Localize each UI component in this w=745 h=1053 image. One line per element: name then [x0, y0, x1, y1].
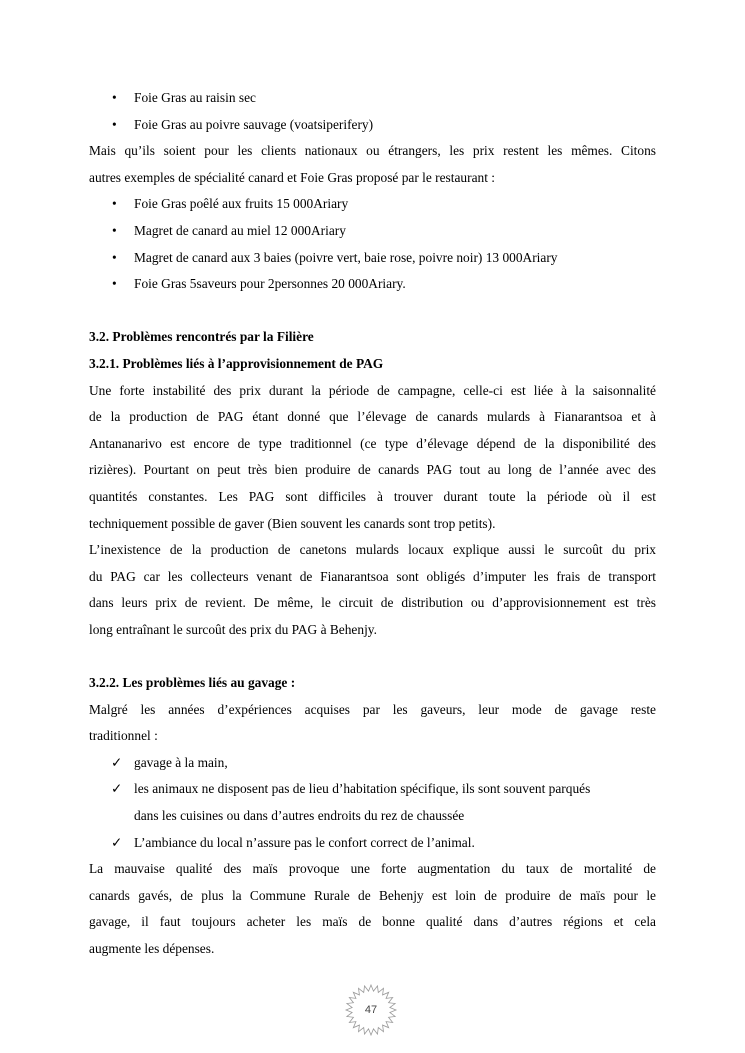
paragraph-line: traditionnel :: [89, 728, 158, 744]
bullet-dot-icon: •: [112, 249, 117, 265]
list-item-continuation: dans les cuisines ou dans d’autres endroits du rez de chaussée: [134, 808, 465, 824]
list-item: • Foie Gras poêlé aux fruits 15 000Ariary: [89, 191, 656, 218]
paragraph-line: augmente les dépenses.: [89, 941, 215, 956]
paragraph-line: La mauvaise qualité des maïs provoque une forte augmentation du taux de mortalité de: [89, 861, 656, 877]
paragraph-line: dans leurs prix de revient. De même, le circuit de distribution ou d’approvisionnement est très: [89, 595, 656, 611]
paragraph-line: quantités constantes. Les PAG sont difficiles à trouver durant toute la période où il est: [89, 488, 656, 504]
subsection-heading: 3.2.1. Problèmes liés à l’approvisionnement de PAG: [89, 355, 384, 371]
list-item: ✓ les animaux ne disposent pas de lieu d’habitation spécifique, ils sont souvent parqués: [89, 776, 656, 803]
list-item: ✓ L’ambiance du local n’assure pas le confort correct de l’animal.: [89, 830, 656, 857]
paragraph-line: rizières). Pourtant on peut très bien produire de canards PAG tout au long de l’année avec des: [89, 462, 656, 478]
paragraph-line: Mais qu’ils soient pour les clients nationaux ou étrangers, les prix restent les mêmes. Citons: [89, 143, 656, 159]
checkmark-icon: ✓: [111, 754, 123, 770]
list-item: • Foie Gras au poivre sauvage (voatsiperifery): [89, 112, 656, 139]
paragraph-line: Une forte instabilité des prix durant la période de campagne, celle-ci est liée à la saisonnalité: [89, 382, 656, 398]
paragraph-line: long entraînant le surcoût des prix du PAG à Behenjy.: [89, 621, 377, 637]
list-item: • Foie Gras 5saveurs pour 2personnes 20 000Ariary.: [89, 271, 656, 298]
bullet-dot-icon: •: [112, 276, 117, 292]
subsection-heading: 3.2.2. Les problèmes liés au gavage :: [89, 675, 296, 691]
list-item: • Magret de canard au miel 12 000Ariary: [89, 218, 656, 245]
checkmark-icon: ✓: [111, 834, 123, 850]
document-page: [89, 85, 656, 963]
bullet-dot-icon: •: [112, 196, 117, 212]
paragraph-line: de la production de PAG étant donné que l’élevage de canards mulards à Fianarantsoa et à: [89, 409, 656, 425]
paragraph-line: techniquement possible de gaver (Bien souvent les canards sont trop petits).: [89, 515, 496, 531]
page-number-badge: [342, 983, 400, 1041]
checkmark-icon: ✓: [111, 781, 123, 797]
page-number: 47: [364, 1004, 378, 1016]
paragraph-line: Antananarivo est encore de type traditionnel (ce type d’élevage dépend de la disponibilité des: [89, 435, 656, 451]
paragraph-line: autres exemples de spécialité canard et Foie Gras proposé par le restaurant :: [89, 169, 496, 185]
paragraph-line: du PAG car les collecteurs venant de Fianarantsoa sont obligés d’imputer les frais de transport: [89, 568, 656, 584]
section-heading: 3.2. Problèmes rencontrés par la Filière: [89, 329, 314, 345]
bullet-dot-icon: •: [112, 222, 117, 238]
bullet-dot-icon: •: [112, 116, 117, 132]
paragraph-line: L’inexistence de la production de canetons mulards locaux explique aussi le surcoût du prix: [89, 542, 656, 558]
list-item: • Foie Gras au raisin sec: [89, 85, 656, 112]
paragraph-line: gavage, il faut toujours acheter les maïs de bonne qualité dans d’autres régions et cela: [89, 914, 656, 930]
bullet-dot-icon: •: [112, 90, 117, 105]
list-item: ✓ gavage à la main,: [89, 750, 656, 777]
paragraph-line: canards gavés, de plus la Commune Rurale de Behenjy est loin de produire de maïs pour le: [89, 887, 656, 903]
paragraph-line: Malgré les années d’expériences acquises par les gaveurs, leur mode de gavage reste: [89, 701, 656, 717]
list-item: • Magret de canard aux 3 baies (poivre vert, baie rose, poivre noir) 13 000Ariary: [89, 245, 656, 272]
